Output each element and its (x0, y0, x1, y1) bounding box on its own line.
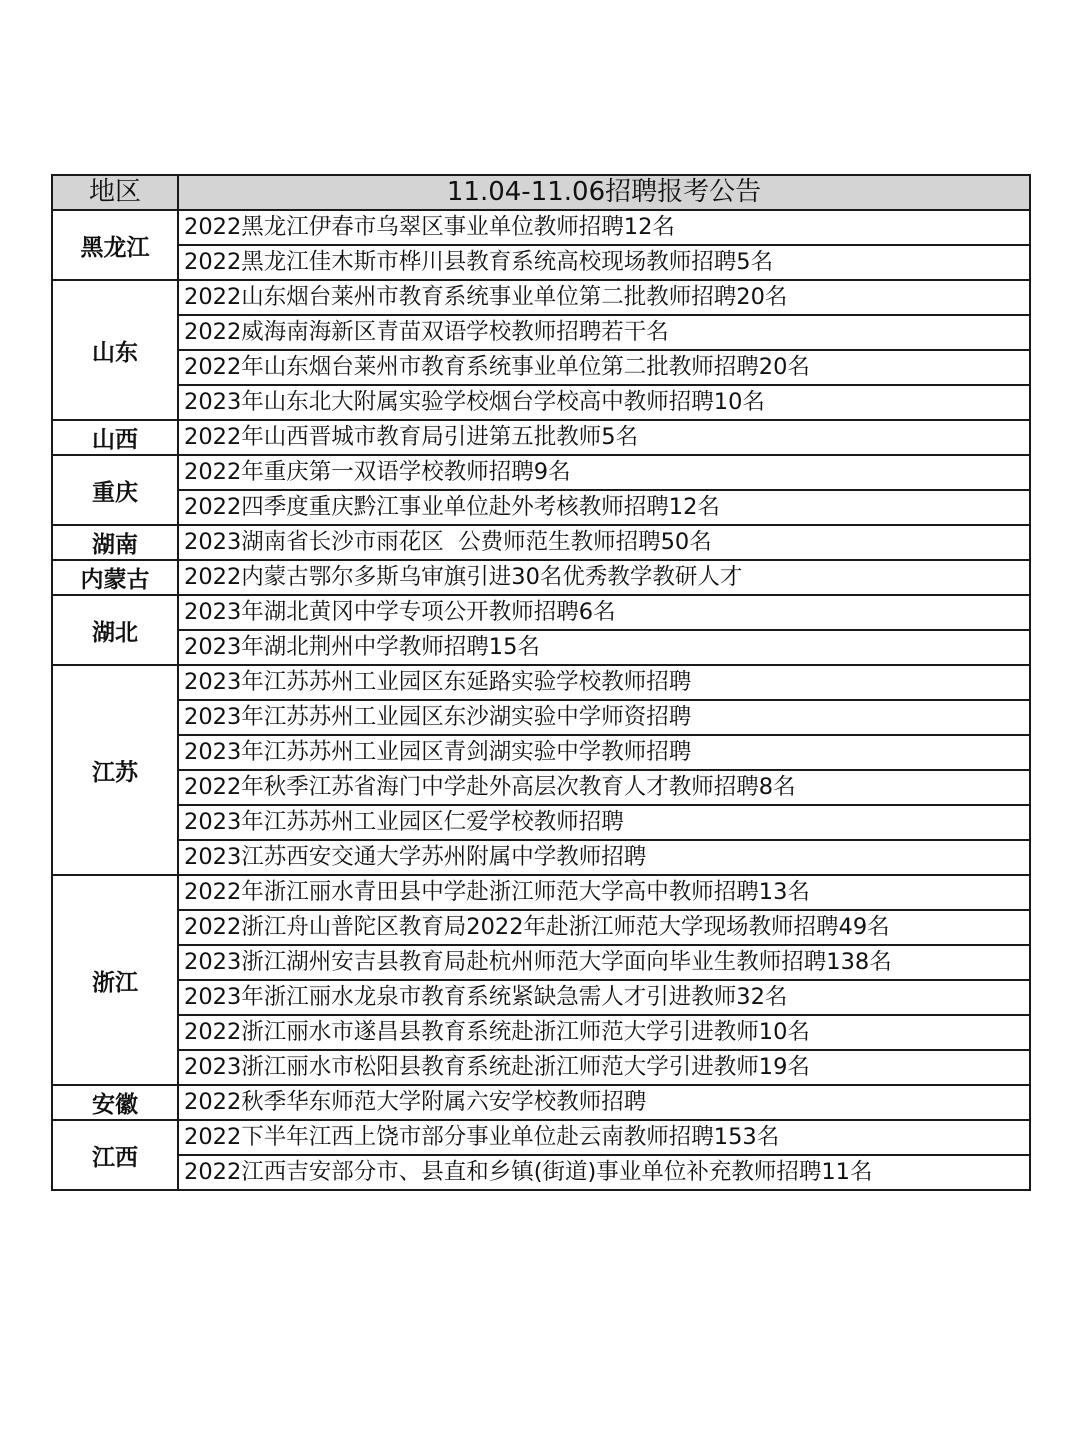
notice-cell: 2023浙江丽水市松阳县教育系统赴浙江师范大学引进教师19名 (178, 1050, 1030, 1085)
notice-cell: 2022威海南海新区青苗双语学校教师招聘若干名 (178, 315, 1030, 350)
notice-cell: 2022黑龙江伊春市乌翠区事业单位教师招聘12名 (178, 210, 1030, 245)
table-row (52, 245, 1030, 280)
notice-cell: 2022年秋季江苏省海门中学赴外高层次教育人才教师招聘8名 (178, 770, 1030, 805)
notice-cell: 2022内蒙古鄂尔多斯乌审旗引进30名优秀教学教研人才 (178, 560, 1030, 595)
notice-cell: 2023浙江湖州安吉县教育局赴杭州师范大学面向毕业生教师招聘138名 (178, 945, 1030, 980)
notice-cell: 2022年山东烟台莱州市教育系统事业单位第二批教师招聘20名 (178, 350, 1030, 385)
table-row (52, 1085, 1030, 1120)
notice-cell: 2023年江苏苏州工业园区青剑湖实验中学教师招聘 (178, 735, 1030, 770)
region-cell-zhejiang: 浙江 (52, 875, 178, 1085)
region-cell-anhui: 安徽 (52, 1085, 178, 1120)
notice-cell: 2022江西吉安部分市、县直和乡镇(街道)事业单位补充教师招聘11名 (178, 1155, 1030, 1190)
region-cell-shanxi: 山西 (52, 420, 178, 455)
table-row (52, 875, 1030, 910)
table-row (52, 350, 1030, 385)
recruitment-notice-sheet (51, 174, 1029, 1191)
notice-cell: 2023年湖北荆州中学教师招聘15名 (178, 630, 1030, 665)
notice-cell: 2022下半年江西上饶市部分事业单位赴云南教师招聘153名 (178, 1120, 1030, 1155)
notice-cell: 2022黑龙江佳木斯市桦川县教育系统高校现场教师招聘5名 (178, 245, 1030, 280)
table-row (52, 280, 1030, 315)
table-row (52, 735, 1030, 770)
notice-cell: 2022秋季华东师范大学附属六安学校教师招聘 (178, 1085, 1030, 1120)
table-row (52, 315, 1030, 350)
header-row (52, 175, 1030, 210)
table-row (52, 805, 1030, 840)
notice-cell: 2022浙江舟山普陀区教育局2022年赴浙江师范大学现场教师招聘49名 (178, 910, 1030, 945)
region-cell-chongqing: 重庆 (52, 455, 178, 525)
notice-cell: 2022山东烟台莱州市教育系统事业单位第二批教师招聘20名 (178, 280, 1030, 315)
table-row (52, 910, 1030, 945)
notice-cell: 2022年重庆第一双语学校教师招聘9名 (178, 455, 1030, 490)
notice-cell: 2022浙江丽水市遂昌县教育系统赴浙江师范大学引进教师10名 (178, 1015, 1030, 1050)
table-row (52, 490, 1030, 525)
notice-cell: 2023年湖北黄冈中学专项公开教师招聘6名 (178, 595, 1030, 630)
notice-cell: 2023年江苏苏州工业园区东沙湖实验中学师资招聘 (178, 700, 1030, 735)
recruitment-notice-table (51, 174, 1031, 1191)
table-row (52, 210, 1030, 245)
notice-cell: 2023年浙江丽水龙泉市教育系统紧缺急需人才引进教师32名 (178, 980, 1030, 1015)
table-row (52, 420, 1030, 455)
region-cell-hubei: 湖北 (52, 595, 178, 665)
notice-cell: 2023年江苏苏州工业园区东延路实验学校教师招聘 (178, 665, 1030, 700)
table-row (52, 1120, 1030, 1155)
table-row (52, 1015, 1030, 1050)
region-cell-heilongjiang: 黑龙江 (52, 210, 178, 280)
region-cell-shandong: 山东 (52, 280, 178, 420)
region-column-header: 地区 (52, 175, 178, 210)
table-row (52, 1050, 1030, 1085)
notice-cell: 2023年山东北大附属实验学校烟台学校高中教师招聘10名 (178, 385, 1030, 420)
table-row (52, 525, 1030, 560)
table-row (52, 945, 1030, 980)
region-cell-inner-mongolia: 内蒙古 (52, 560, 178, 595)
region-cell-hunan: 湖南 (52, 525, 178, 560)
table-row (52, 1155, 1030, 1190)
table-row (52, 630, 1030, 665)
table-row (52, 665, 1030, 700)
notice-cell: 2023湖南省长沙市雨花区 公费师范生教师招聘50名 (178, 525, 1030, 560)
table-body (52, 210, 1030, 1190)
table-row (52, 385, 1030, 420)
table-row (52, 455, 1030, 490)
table-row (52, 980, 1030, 1015)
notice-column-header: 11.04-11.06招聘报考公告 (178, 175, 1030, 210)
table-row (52, 560, 1030, 595)
notice-cell: 2022年浙江丽水青田县中学赴浙江师范大学高中教师招聘13名 (178, 875, 1030, 910)
region-cell-jiangxi: 江西 (52, 1120, 178, 1190)
table-row (52, 840, 1030, 875)
table-row (52, 770, 1030, 805)
notice-cell: 2023江苏西安交通大学苏州附属中学教师招聘 (178, 840, 1030, 875)
table-row (52, 595, 1030, 630)
region-cell-jiangsu: 江苏 (52, 665, 178, 875)
notice-cell: 2022年山西晋城市教育局引进第五批教师5名 (178, 420, 1030, 455)
notice-cell: 2022四季度重庆黔江事业单位赴外考核教师招聘12名 (178, 490, 1030, 525)
table-row (52, 700, 1030, 735)
notice-cell: 2023年江苏苏州工业园区仁爱学校教师招聘 (178, 805, 1030, 840)
